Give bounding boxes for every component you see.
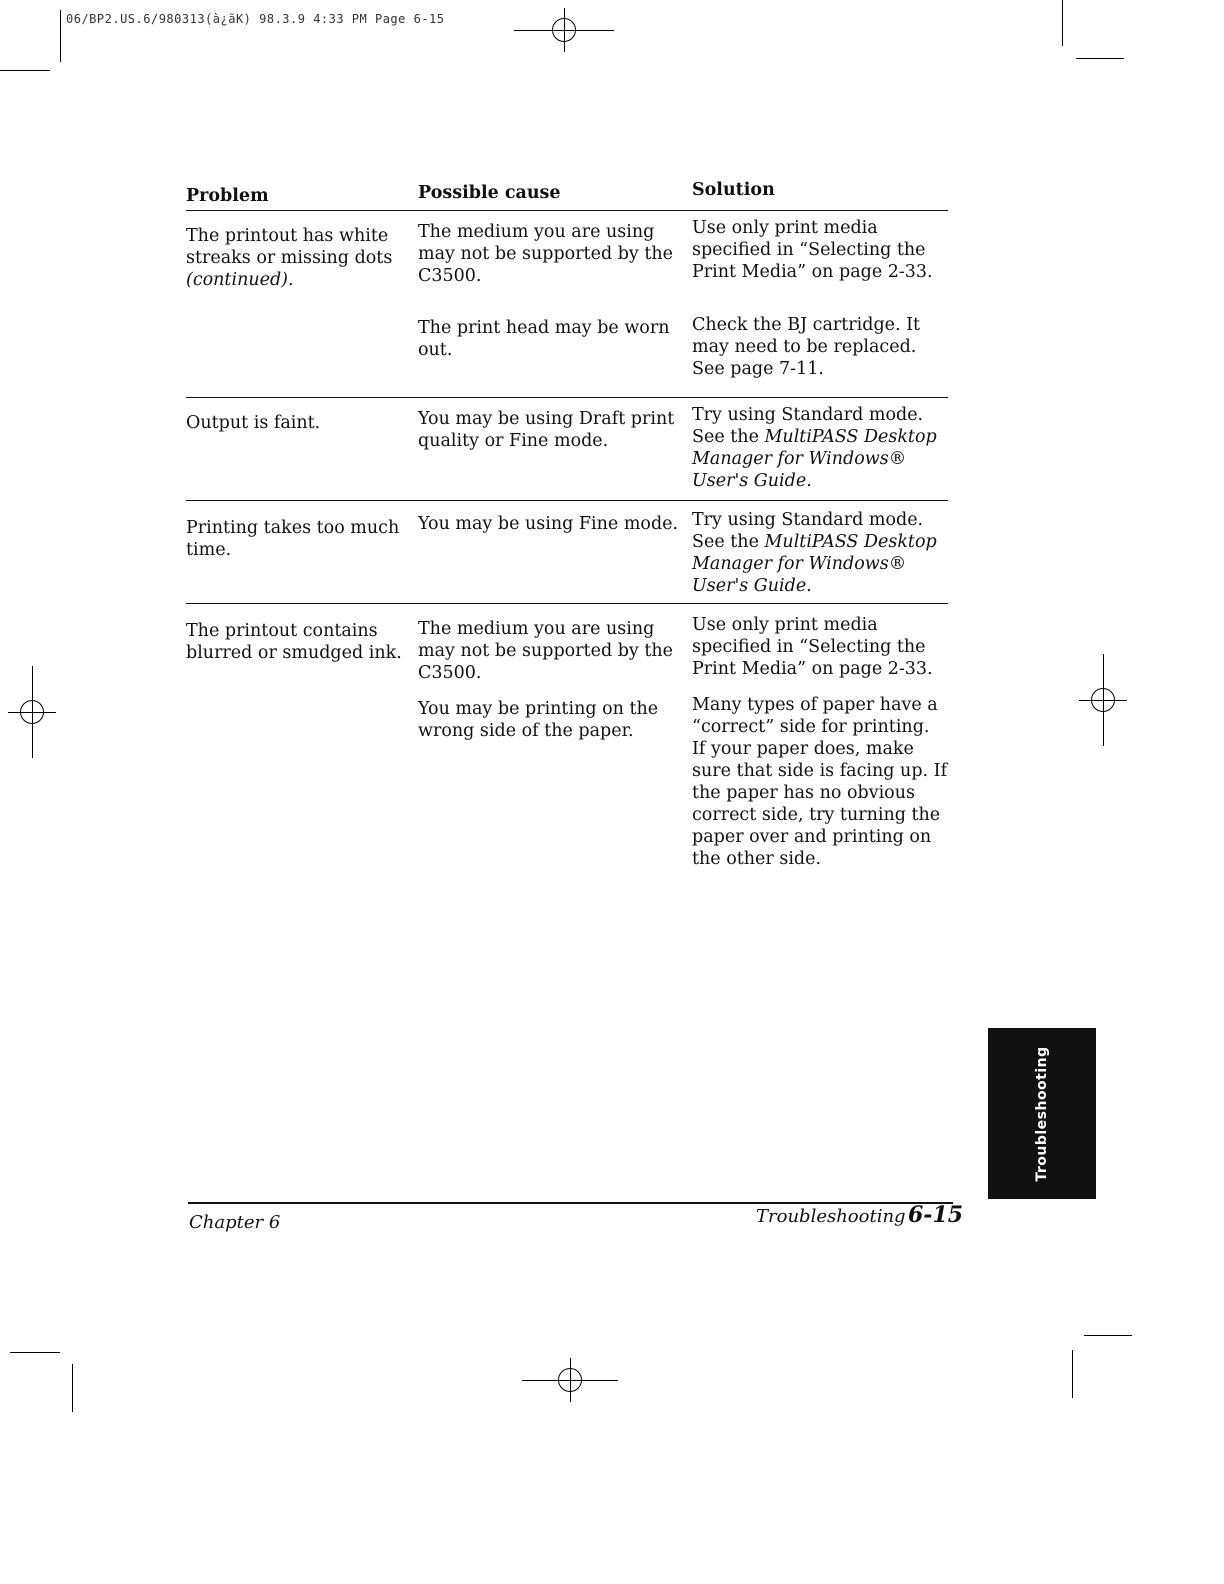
table-row [186, 501, 948, 604]
table-row [186, 398, 948, 501]
crop-mark [1062, 0, 1063, 46]
table-header [186, 180, 948, 211]
page-number: 6-15 [908, 1202, 964, 1228]
problem-text: Output is faint. [186, 413, 321, 433]
solution-text: Use only print media specified in “Selecting the Print Media” on page 2-33. [692, 218, 933, 282]
crop-mark [0, 70, 50, 71]
header-solution: Solution [692, 180, 775, 200]
solution-text: Use only print media specified in “Selecting the Print Media” on page 2-33. [692, 615, 933, 679]
solution-plain: Try using Standard mode. See the [692, 405, 924, 447]
side-tab-label: Troubleshooting [1034, 1045, 1050, 1182]
problem-continued: (continued). [186, 270, 294, 290]
footer-rule [188, 1202, 953, 1204]
solution-guide-title: MultiPASS Desktop Manager for Windows® User's Guide. [692, 427, 937, 491]
problem-text [186, 225, 411, 291]
header-problem: Problem [186, 186, 269, 206]
crop-mark [1076, 58, 1124, 59]
problem-main: The printout has white streaks or missing dots [186, 226, 393, 268]
table-row [186, 211, 948, 398]
footer-section: Troubleshooting [756, 1206, 906, 1227]
troubleshooting-table [186, 180, 948, 884]
solution-text: Check the BJ cartridge. It may need to be replaced. See page 7-11. [692, 315, 921, 379]
crop-mark [1072, 1350, 1073, 1398]
table-row [186, 604, 948, 884]
cause-text: You may be using Fine mode. [418, 514, 679, 534]
side-tab [988, 1028, 1096, 1199]
crop-mark [10, 1352, 60, 1353]
cause-text: The print head may be worn out. [418, 318, 670, 360]
header-possible-cause: Possible cause [418, 183, 561, 203]
footer-chapter: Chapter 6 [189, 1212, 281, 1233]
solution-text: Many types of paper have a “correct” side for printing. If your paper does, make sure that side is facing up. If the paper has no obvious correct side, try turning the paper over and printing on the other side. [692, 695, 948, 869]
solution-plain: Try using Standard mode. See the [692, 510, 924, 552]
problem-text: The printout contains blurred or smudged ink. [186, 621, 402, 663]
crop-mark [1084, 1335, 1132, 1336]
crop-mark [60, 10, 61, 62]
print-slug-line: 06/BP2.US.6/980313(à¿ãK) 98.3.9 4:33 PM Page 6-15 [66, 12, 445, 26]
cause-text: You may be using Draft print quality or Fine mode. [418, 409, 675, 451]
cause-text: The medium you are using may not be supported by the C3500. [418, 222, 674, 286]
solution-text [692, 509, 948, 597]
problem-text: Printing takes too much time. [186, 518, 400, 560]
cause-text: The medium you are using may not be supported by the C3500. [418, 619, 674, 683]
crop-mark [72, 1364, 73, 1412]
cause-text: You may be printing on the wrong side of the paper. [418, 699, 659, 741]
solution-guide-title: MultiPASS Desktop Manager for Windows® User's Guide. [692, 532, 937, 596]
solution-text [692, 404, 948, 492]
